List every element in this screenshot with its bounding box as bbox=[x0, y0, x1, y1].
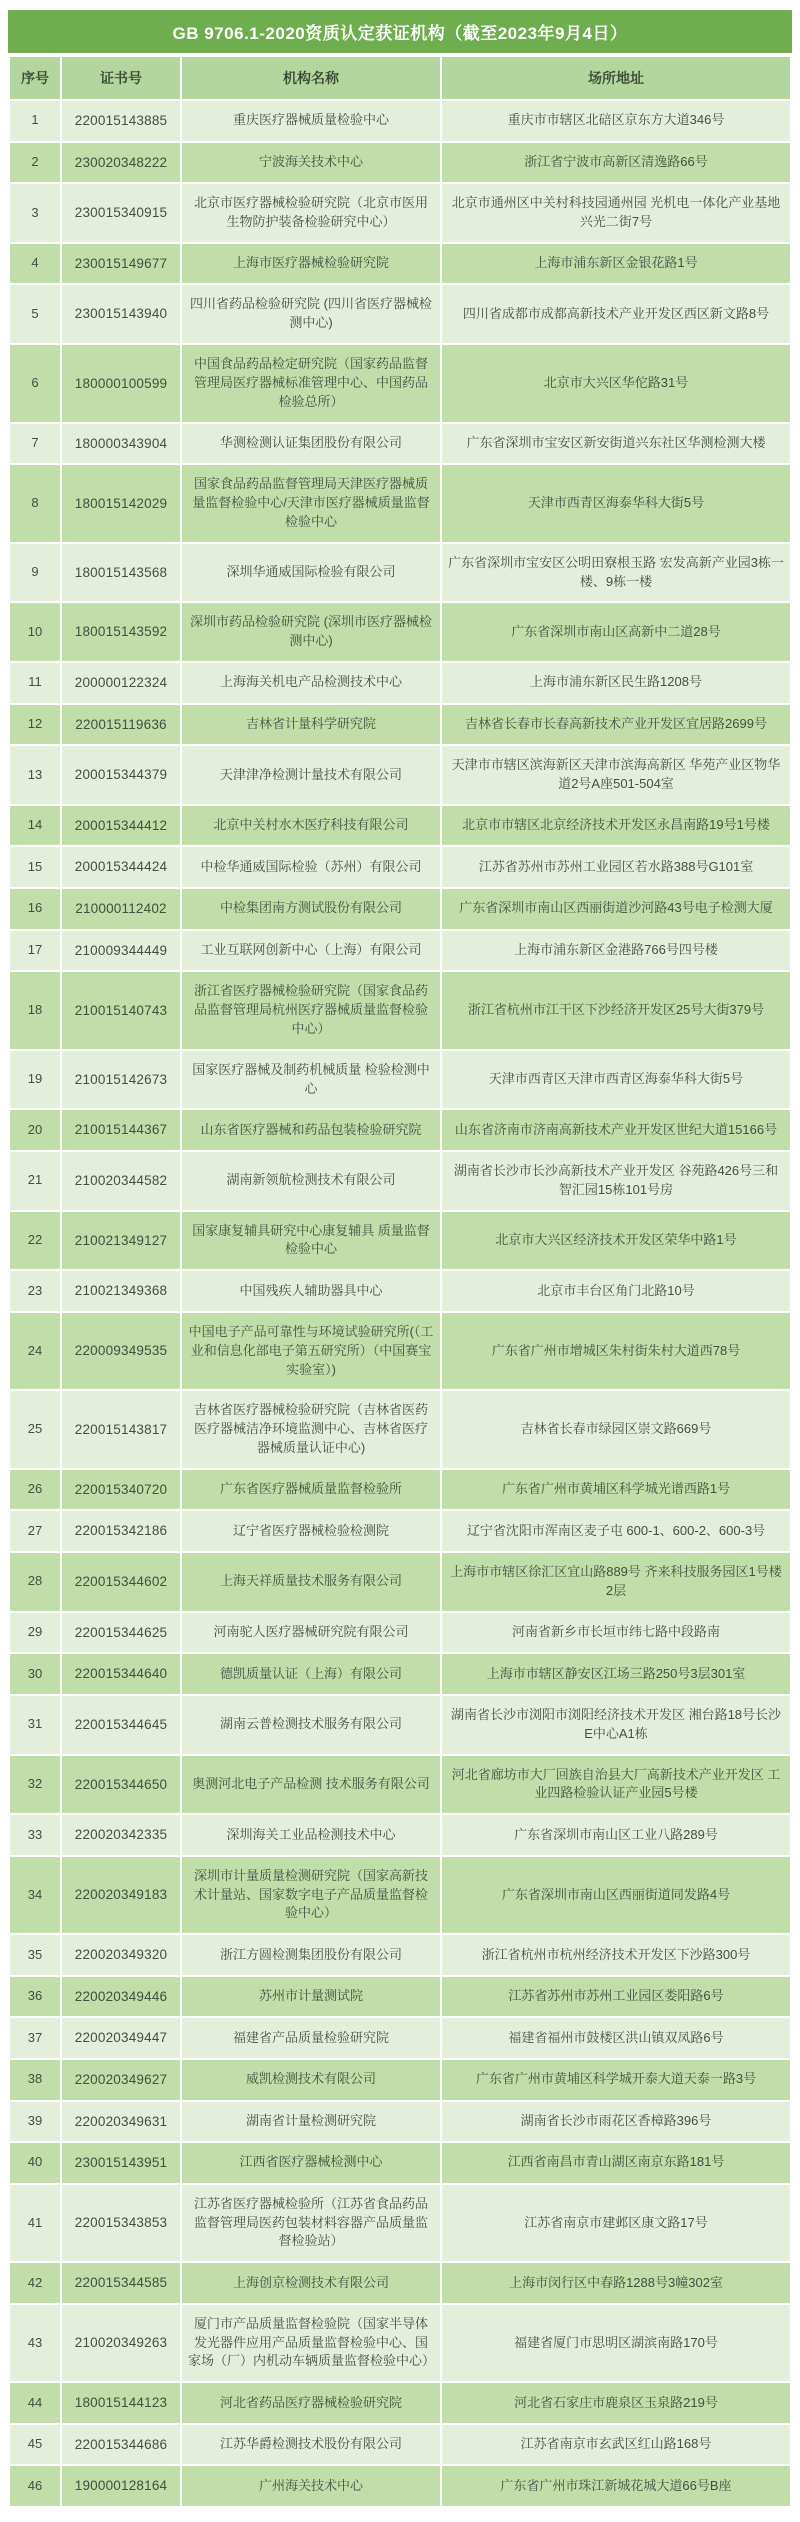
certificate-number-cell: 220015340720 bbox=[62, 1470, 180, 1510]
certificate-number-cell: 220015344650 bbox=[62, 1756, 180, 1814]
organization-name-cell: 工业互联网创新中心（上海）有限公司 bbox=[182, 931, 440, 971]
certificate-number-cell: 220020349183 bbox=[62, 1857, 180, 1934]
table-row bbox=[10, 345, 790, 422]
table-row bbox=[10, 1977, 790, 2017]
row-index-cell: 41 bbox=[10, 2185, 60, 2262]
row-index-cell: 31 bbox=[10, 1696, 60, 1754]
certificate-number-cell: 180015143592 bbox=[62, 603, 180, 661]
table-body bbox=[10, 101, 790, 2506]
certificate-number-cell: 220015344645 bbox=[62, 1696, 180, 1754]
certificate-number-cell: 210015140743 bbox=[62, 972, 180, 1049]
certificate-number-cell: 220020349631 bbox=[62, 2102, 180, 2142]
page-title: GB 9706.1-2020资质认定获证机构（截至2023年9月4日） bbox=[8, 10, 792, 53]
table-row bbox=[10, 143, 790, 183]
certificate-number-cell: 220020349320 bbox=[62, 1935, 180, 1975]
table-row bbox=[10, 2425, 790, 2465]
certificate-number-cell: 210021349368 bbox=[62, 1271, 180, 1311]
row-index-cell: 30 bbox=[10, 1654, 60, 1694]
row-index-cell: 7 bbox=[10, 424, 60, 464]
row-index-cell: 26 bbox=[10, 1470, 60, 1510]
address-cell: 北京市大兴区华佗路31号 bbox=[442, 345, 790, 422]
row-index-cell: 12 bbox=[10, 705, 60, 745]
certificate-number-cell: 220015119636 bbox=[62, 705, 180, 745]
row-index-cell: 2 bbox=[10, 143, 60, 183]
address-cell: 江西省南昌市青山湖区南京东路181号 bbox=[442, 2143, 790, 2183]
table-row bbox=[10, 2305, 790, 2382]
table-row bbox=[10, 2466, 790, 2506]
certificate-number-cell: 220020342335 bbox=[62, 1815, 180, 1855]
certificate-number-cell: 230020348222 bbox=[62, 143, 180, 183]
address-cell: 福建省福州市鼓楼区洪山镇双凤路6号 bbox=[442, 2018, 790, 2058]
address-cell: 上海市市辖区徐汇区宜山路889号 齐来科技服务园区1号楼2层 bbox=[442, 1553, 790, 1611]
certificate-number-cell: 210021349127 bbox=[62, 1212, 180, 1270]
column-header-index: 序号 bbox=[10, 57, 60, 99]
row-index-cell: 45 bbox=[10, 2425, 60, 2465]
organization-name-cell: 深圳市药品检验研究院 (深圳市医疗器械检测中心) bbox=[182, 603, 440, 661]
organization-name-cell: 浙江方圆检测集团股份有限公司 bbox=[182, 1935, 440, 1975]
certificate-number-cell: 220020349446 bbox=[62, 1977, 180, 2017]
table-row bbox=[10, 1511, 790, 1551]
row-index-cell: 8 bbox=[10, 465, 60, 542]
table-row bbox=[10, 1815, 790, 1855]
table-row bbox=[10, 2185, 790, 2262]
organization-name-cell: 中检华通威国际检验（苏州）有限公司 bbox=[182, 847, 440, 887]
address-cell: 广东省广州市珠江新城花城大道66号B座 bbox=[442, 2466, 790, 2506]
certificate-number-cell: 220015343853 bbox=[62, 2185, 180, 2262]
row-index-cell: 46 bbox=[10, 2466, 60, 2506]
certificate-number-cell: 220015344640 bbox=[62, 1654, 180, 1694]
certificate-number-cell: 210020344582 bbox=[62, 1152, 180, 1210]
organization-name-cell: 天津津净检测计量技术有限公司 bbox=[182, 746, 440, 804]
certificate-number-cell: 220020349627 bbox=[62, 2060, 180, 2100]
row-index-cell: 9 bbox=[10, 544, 60, 602]
address-cell: 湖南省长沙市浏阳市浏阳经济技术开发区 湘台路18号长沙E中心A1栋 bbox=[442, 1696, 790, 1754]
organization-name-cell: 湖南新领航检测技术有限公司 bbox=[182, 1152, 440, 1210]
organization-name-cell: 广州海关技术中心 bbox=[182, 2466, 440, 2506]
organization-name-cell: 上海市医疗器械检验研究院 bbox=[182, 244, 440, 284]
table-row bbox=[10, 663, 790, 703]
row-index-cell: 33 bbox=[10, 1815, 60, 1855]
table-row bbox=[10, 2102, 790, 2142]
row-index-cell: 32 bbox=[10, 1756, 60, 1814]
certificate-number-cell: 180000343904 bbox=[62, 424, 180, 464]
organization-name-cell: 深圳华通威国际检验有限公司 bbox=[182, 544, 440, 602]
organization-name-cell: 国家康复辅具研究中心康复辅具 质量监督检验中心 bbox=[182, 1212, 440, 1270]
certificate-number-cell: 190000128164 bbox=[62, 2466, 180, 2506]
organization-name-cell: 山东省医疗器械和药品包装检验研究院 bbox=[182, 1110, 440, 1150]
table-row bbox=[10, 244, 790, 284]
table-row bbox=[10, 1935, 790, 1975]
table-row bbox=[10, 931, 790, 971]
certificate-number-cell: 210020349263 bbox=[62, 2305, 180, 2382]
table-row bbox=[10, 1654, 790, 1694]
row-index-cell: 36 bbox=[10, 1977, 60, 2017]
organization-name-cell: 北京中关村水木医疗科技有限公司 bbox=[182, 806, 440, 846]
address-cell: 福建省厦门市思明区湖滨南路170号 bbox=[442, 2305, 790, 2382]
table-row bbox=[10, 465, 790, 542]
table-row bbox=[10, 184, 790, 242]
row-index-cell: 40 bbox=[10, 2143, 60, 2183]
table-row bbox=[10, 746, 790, 804]
table-row bbox=[10, 1696, 790, 1754]
row-index-cell: 18 bbox=[10, 972, 60, 1049]
certificate-number-cell: 220015344625 bbox=[62, 1613, 180, 1653]
organization-name-cell: 威凯检测技术有限公司 bbox=[182, 2060, 440, 2100]
certificate-number-cell: 230015143951 bbox=[62, 2143, 180, 2183]
certificate-number-cell: 230015149677 bbox=[62, 244, 180, 284]
organization-name-cell: 辽宁省医疗器械检验检测院 bbox=[182, 1511, 440, 1551]
row-index-cell: 28 bbox=[10, 1553, 60, 1611]
table-row bbox=[10, 1470, 790, 1510]
organization-name-cell: 上海天祥质量技术服务有限公司 bbox=[182, 1553, 440, 1611]
table-row bbox=[10, 2143, 790, 2183]
organization-name-cell: 湖南省计量检测研究院 bbox=[182, 2102, 440, 2142]
address-cell: 广东省广州市增城区朱村街朱村大道西78号 bbox=[442, 1313, 790, 1390]
row-index-cell: 1 bbox=[10, 101, 60, 141]
certificate-number-cell: 220015344602 bbox=[62, 1553, 180, 1611]
address-cell: 上海市市辖区静安区江场三路250号3层301室 bbox=[442, 1654, 790, 1694]
address-cell: 广东省深圳市宝安区新安街道兴东社区华测检测大楼 bbox=[442, 424, 790, 464]
table-row bbox=[10, 705, 790, 745]
address-cell: 上海市浦东新区金港路766号四号楼 bbox=[442, 931, 790, 971]
row-index-cell: 17 bbox=[10, 931, 60, 971]
row-index-cell: 38 bbox=[10, 2060, 60, 2100]
row-index-cell: 19 bbox=[10, 1051, 60, 1109]
organization-name-cell: 中检集团南方测试股份有限公司 bbox=[182, 889, 440, 929]
organization-name-cell: 江苏省医疗器械检验所（江苏省食品药品监督管理局医药包装材料容器产品质量监督检验站） bbox=[182, 2185, 440, 2262]
organization-name-cell: 福建省产品质量检验研究院 bbox=[182, 2018, 440, 2058]
column-header-address: 场所地址 bbox=[442, 57, 790, 99]
address-cell: 江苏省苏州市苏州工业园区娄阳路6号 bbox=[442, 1977, 790, 2017]
organization-name-cell: 宁波海关技术中心 bbox=[182, 143, 440, 183]
table-row bbox=[10, 889, 790, 929]
organization-name-cell: 上海创京检测技术有限公司 bbox=[182, 2263, 440, 2303]
row-index-cell: 39 bbox=[10, 2102, 60, 2142]
table-row bbox=[10, 1152, 790, 1210]
address-cell: 浙江省杭州市杭州经济技术开发区下沙路300号 bbox=[442, 1935, 790, 1975]
row-index-cell: 29 bbox=[10, 1613, 60, 1653]
column-header-org-name: 机构名称 bbox=[182, 57, 440, 99]
address-cell: 广东省广州市黄埔区科学城开泰大道天泰一路3号 bbox=[442, 2060, 790, 2100]
table-row bbox=[10, 1756, 790, 1814]
certificate-number-cell: 200015344412 bbox=[62, 806, 180, 846]
row-index-cell: 5 bbox=[10, 285, 60, 343]
certificate-number-cell: 220015143817 bbox=[62, 1391, 180, 1468]
address-cell: 广东省深圳市南山区西丽街道同发路4号 bbox=[442, 1857, 790, 1934]
table-row bbox=[10, 424, 790, 464]
address-cell: 北京市市辖区北京经济技术开发区永昌南路19号1号楼 bbox=[442, 806, 790, 846]
row-index-cell: 43 bbox=[10, 2305, 60, 2382]
address-cell: 江苏省苏州市苏州工业园区若水路388号G101室 bbox=[442, 847, 790, 887]
row-index-cell: 21 bbox=[10, 1152, 60, 1210]
organization-name-cell: 湖南云普检测技术服务有限公司 bbox=[182, 1696, 440, 1754]
table-row bbox=[10, 1110, 790, 1150]
row-index-cell: 10 bbox=[10, 603, 60, 661]
organization-name-cell: 广东省医疗器械质量监督检验所 bbox=[182, 1470, 440, 1510]
row-index-cell: 6 bbox=[10, 345, 60, 422]
table-header-row bbox=[10, 57, 790, 99]
table-row bbox=[10, 1313, 790, 1390]
organization-name-cell: 中国食品药品检定研究院（国家药品监督管理局医疗器械标准管理中心、中国药品检验总所） bbox=[182, 345, 440, 422]
certificate-number-cell: 210015142673 bbox=[62, 1051, 180, 1109]
row-index-cell: 27 bbox=[10, 1511, 60, 1551]
address-cell: 天津市市辖区滨海新区天津市滨海高新区 华苑产业区物华道2号A座501-504室 bbox=[442, 746, 790, 804]
certificate-number-cell: 200000122324 bbox=[62, 663, 180, 703]
row-index-cell: 14 bbox=[10, 806, 60, 846]
organization-name-cell: 国家医疗器械及制药机械质量 检验检测中心 bbox=[182, 1051, 440, 1109]
row-index-cell: 4 bbox=[10, 244, 60, 284]
address-cell: 重庆市市辖区北碚区京东方大道346号 bbox=[442, 101, 790, 141]
certificate-number-cell: 210009344449 bbox=[62, 931, 180, 971]
certificate-number-cell: 220015143885 bbox=[62, 101, 180, 141]
address-cell: 广东省深圳市南山区高新中二道28号 bbox=[442, 603, 790, 661]
address-cell: 辽宁省沈阳市浑南区麦子屯 600-1、600-2、600-3号 bbox=[442, 1511, 790, 1551]
organization-name-cell: 德凯质量认证（上海）有限公司 bbox=[182, 1654, 440, 1694]
table-row bbox=[10, 1212, 790, 1270]
table-row bbox=[10, 972, 790, 1049]
row-index-cell: 37 bbox=[10, 2018, 60, 2058]
address-cell: 上海市浦东新区金银花路1号 bbox=[442, 244, 790, 284]
table-row bbox=[10, 1391, 790, 1468]
organization-name-cell: 浙江省医疗器械检验研究院（国家食品药品监督管理局杭州医疗器械质量监督检验中心） bbox=[182, 972, 440, 1049]
organization-name-cell: 深圳市计量质量检测研究院（国家高新技术计量站、国家数字电子产品质量监督检验中心） bbox=[182, 1857, 440, 1934]
address-cell: 湖南省长沙市长沙高新技术产业开发区 谷苑路426号三和智汇园15栋101号房 bbox=[442, 1152, 790, 1210]
certificate-number-cell: 220015342186 bbox=[62, 1511, 180, 1551]
address-cell: 上海市闵行区中春路1288号3幢302室 bbox=[442, 2263, 790, 2303]
table-row bbox=[10, 2263, 790, 2303]
address-cell: 上海市浦东新区民生路1208号 bbox=[442, 663, 790, 703]
organization-name-cell: 华测检测认证集团股份有限公司 bbox=[182, 424, 440, 464]
address-cell: 广东省深圳市南山区西丽街道沙河路43号电子检测大厦 bbox=[442, 889, 790, 929]
address-cell: 浙江省宁波市高新区清逸路66号 bbox=[442, 143, 790, 183]
table-row bbox=[10, 101, 790, 141]
certificate-number-cell: 230015340915 bbox=[62, 184, 180, 242]
address-cell: 浙江省杭州市江干区下沙经济开发区25号大街379号 bbox=[442, 972, 790, 1049]
row-index-cell: 35 bbox=[10, 1935, 60, 1975]
address-cell: 江苏省南京市玄武区红山路168号 bbox=[442, 2425, 790, 2465]
address-cell: 吉林省长春市绿园区崇文路669号 bbox=[442, 1391, 790, 1468]
certificate-number-cell: 200015344379 bbox=[62, 746, 180, 804]
certificate-number-cell: 210000112402 bbox=[62, 889, 180, 929]
row-index-cell: 25 bbox=[10, 1391, 60, 1468]
organization-name-cell: 吉林省计量科学研究院 bbox=[182, 705, 440, 745]
organization-name-cell: 四川省药品检验研究院 (四川省医疗器械检测中心) bbox=[182, 285, 440, 343]
table-row bbox=[10, 1271, 790, 1311]
certificate-number-cell: 220015344686 bbox=[62, 2425, 180, 2465]
address-cell: 山东省济南市济南高新技术产业开发区世纪大道15166号 bbox=[442, 1110, 790, 1150]
organization-name-cell: 国家食品药品监督管理局天津医疗器械质量监督检验中心/天津市医疗器械质量监督检验中心 bbox=[182, 465, 440, 542]
address-cell: 广东省深圳市宝安区公明田寮根玉路 宏发高新产业园3栋一楼、9栋一楼 bbox=[442, 544, 790, 602]
address-cell: 北京市通州区中关村科技园通州园 光机电一体化产业基地兴光二街7号 bbox=[442, 184, 790, 242]
row-index-cell: 16 bbox=[10, 889, 60, 929]
certificate-number-cell: 220009349535 bbox=[62, 1313, 180, 1390]
address-cell: 广东省广州市黄埔区科学城光谱西路1号 bbox=[442, 1470, 790, 1510]
certificate-number-cell: 210015144367 bbox=[62, 1110, 180, 1150]
certificate-number-cell: 180015143568 bbox=[62, 544, 180, 602]
certificate-number-cell: 180000100599 bbox=[62, 345, 180, 422]
row-index-cell: 44 bbox=[10, 2383, 60, 2423]
certificate-number-cell: 180015144123 bbox=[62, 2383, 180, 2423]
address-cell: 江苏省南京市建邺区康文路17号 bbox=[442, 2185, 790, 2262]
organization-name-cell: 河北省药品医疗器械检验研究院 bbox=[182, 2383, 440, 2423]
row-index-cell: 20 bbox=[10, 1110, 60, 1150]
row-index-cell: 13 bbox=[10, 746, 60, 804]
organization-name-cell: 厦门市产品质量监督检验院（国家半导体发光器件应用产品质量监督检验中心、国家场（厂）内机动车辆质量监督检验中心） bbox=[182, 2305, 440, 2382]
certificate-number-cell: 220020349447 bbox=[62, 2018, 180, 2058]
organization-name-cell: 深圳海关工业品检测技术中心 bbox=[182, 1815, 440, 1855]
certificate-number-cell: 220015344585 bbox=[62, 2263, 180, 2303]
row-index-cell: 24 bbox=[10, 1313, 60, 1390]
table-row bbox=[10, 2018, 790, 2058]
address-cell: 天津市西青区海泰华科大街5号 bbox=[442, 465, 790, 542]
row-index-cell: 11 bbox=[10, 663, 60, 703]
address-cell: 河北省石家庄市鹿泉区玉泉路219号 bbox=[442, 2383, 790, 2423]
address-cell: 吉林省长春市长春高新技术产业开发区宜居路2699号 bbox=[442, 705, 790, 745]
table-row bbox=[10, 1857, 790, 1934]
address-cell: 北京市大兴区经济技术开发区荣华中路1号 bbox=[442, 1212, 790, 1270]
row-index-cell: 42 bbox=[10, 2263, 60, 2303]
address-cell: 四川省成都市成都高新技术产业开发区西区新文路8号 bbox=[442, 285, 790, 343]
address-cell: 湖南省长沙市雨花区香樟路396号 bbox=[442, 2102, 790, 2142]
organization-name-cell: 江西省医疗器械检测中心 bbox=[182, 2143, 440, 2183]
organization-name-cell: 中国电子产品可靠性与环境试验研究所(（工业和信息化部电子第五研究所）（中国赛宝实验室）) bbox=[182, 1313, 440, 1390]
organization-name-cell: 江苏华爵检测技术股份有限公司 bbox=[182, 2425, 440, 2465]
row-index-cell: 23 bbox=[10, 1271, 60, 1311]
address-cell: 北京市丰台区角门北路10号 bbox=[442, 1271, 790, 1311]
table-row bbox=[10, 2383, 790, 2423]
organization-name-cell: 吉林省医疗器械检验研究院（吉林省医药医疗器械洁净环境监测中心、吉林省医疗器械质量认证中心) bbox=[182, 1391, 440, 1468]
address-cell: 天津市西青区天津市西青区海泰华科大街5号 bbox=[442, 1051, 790, 1109]
table-row bbox=[10, 1553, 790, 1611]
row-index-cell: 22 bbox=[10, 1212, 60, 1270]
organization-name-cell: 中国残疾人辅助器具中心 bbox=[182, 1271, 440, 1311]
table-row bbox=[10, 847, 790, 887]
organization-name-cell: 北京市医疗器械检验研究院（北京市医用生物防护装备检验研究中心） bbox=[182, 184, 440, 242]
certificate-number-cell: 180015142029 bbox=[62, 465, 180, 542]
organization-name-cell: 上海海关机电产品检测技术中心 bbox=[182, 663, 440, 703]
certificate-number-cell: 200015344424 bbox=[62, 847, 180, 887]
organization-name-cell: 苏州市计量测试院 bbox=[182, 1977, 440, 2017]
address-cell: 河北省廊坊市大厂回族自治县大厂高新技术产业开发区 工业四路检验认证产业园5号楼 bbox=[442, 1756, 790, 1814]
row-index-cell: 34 bbox=[10, 1857, 60, 1934]
address-cell: 河南省新乡市长垣市纬七路中段路南 bbox=[442, 1613, 790, 1653]
address-cell: 广东省深圳市南山区工业八路289号 bbox=[442, 1815, 790, 1855]
certificate-number-cell: 230015143940 bbox=[62, 285, 180, 343]
organization-name-cell: 河南驼人医疗器械研究院有限公司 bbox=[182, 1613, 440, 1653]
accredited-institutions-table bbox=[8, 55, 792, 2508]
table-row bbox=[10, 2060, 790, 2100]
table-row bbox=[10, 806, 790, 846]
column-header-cert-no: 证书号 bbox=[62, 57, 180, 99]
table-row bbox=[10, 603, 790, 661]
table-row bbox=[10, 1051, 790, 1109]
table-row bbox=[10, 544, 790, 602]
row-index-cell: 15 bbox=[10, 847, 60, 887]
organization-name-cell: 重庆医疗器械质量检验中心 bbox=[182, 101, 440, 141]
table-row bbox=[10, 285, 790, 343]
organization-name-cell: 奥测河北电子产品检测 技术服务有限公司 bbox=[182, 1756, 440, 1814]
table-row bbox=[10, 1613, 790, 1653]
row-index-cell: 3 bbox=[10, 184, 60, 242]
